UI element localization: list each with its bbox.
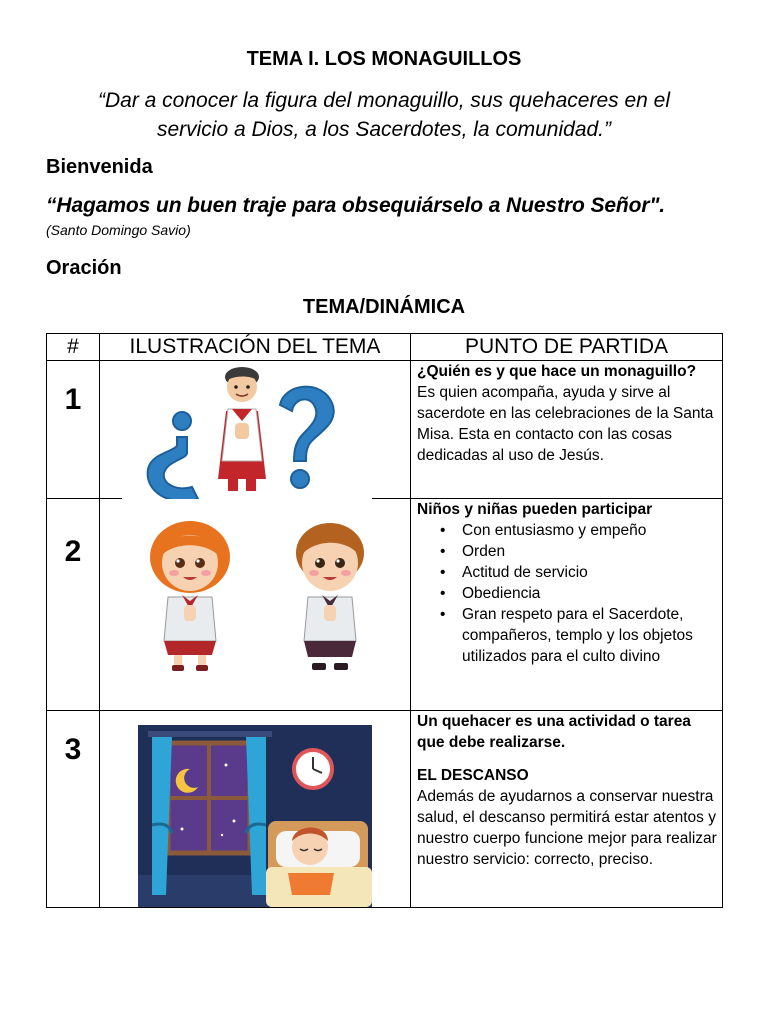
- girl-and-boy-altar-servers-icon: [140, 517, 380, 677]
- starting-point-cell: [411, 711, 723, 908]
- illustration-cell: [100, 499, 411, 711]
- saint-quote: “Hagamos un buen traje para obsequiárselo a Nuestro Señor".: [46, 194, 666, 217]
- altar-boy-question-marks-icon: [122, 361, 372, 499]
- list-item: • Con entusiasmo y empeño: [462, 520, 718, 541]
- list-item: • Orden: [462, 541, 718, 562]
- table-row: [47, 499, 723, 711]
- starting-point-cell: [411, 499, 723, 711]
- header-starting-point: PUNTO DE PARTIDA: [411, 334, 723, 361]
- participation-list: [417, 520, 718, 667]
- table-row: [47, 711, 723, 908]
- rest-body: Además de ayudarnos a conservar nuestra salud, el descanso permitirá estar atentos y nuestro cuerpo funcione mejor para realizar nuestro servicio: correcto, preciso.: [417, 788, 717, 868]
- header-illustration: ILUSTRACIÓN DEL TEMA: [100, 334, 411, 361]
- list-item: • Actitud de servicio: [462, 562, 718, 583]
- list-item: • Gran respeto para el Sacerdote, compañeros, templo y los objetos utilizados para el culto divino: [462, 604, 718, 667]
- header-number: #: [47, 334, 100, 361]
- lead-text: Es quien acompaña, ayuda y sirve al sacerdote en las celebraciones de la Santa Misa. Esta en contacto con las cosas dedicadas al uso de Jesús.: [417, 384, 714, 464]
- lead-bold: Un quehacer es una actividad o tarea que debe realizarse.: [417, 713, 691, 751]
- intro-quote: “Dar a conocer la figura del monaguillo, sus quehaceres en el servicio a Dios, a los Sacerdotes, la comunidad.”: [98, 89, 670, 141]
- list-item: • Obediencia: [462, 583, 718, 604]
- row-number: 3: [64, 733, 82, 766]
- oracion-heading: Oración: [46, 257, 122, 279]
- tema-table: [46, 333, 723, 908]
- starting-point-cell: [411, 361, 723, 499]
- illustration-cell: [100, 711, 411, 908]
- rest-subheading: EL DESCANSO: [417, 767, 529, 784]
- document-title: TEMA I. LOS MONAGUILLOS: [246, 48, 522, 70]
- section-title: TEMA/DINÁMICA: [302, 296, 466, 318]
- row-number: 2: [64, 535, 82, 568]
- table-header-row: [47, 334, 723, 361]
- child-sleeping-bedroom-icon: [138, 725, 372, 907]
- table-row: [47, 361, 723, 499]
- lead-bold: Niños y niñas pueden participar: [417, 501, 653, 518]
- lead-bold: ¿Quién es y que hace un monaguillo?: [417, 363, 697, 380]
- illustration-cell: [100, 361, 411, 499]
- quote-author: (Santo Domingo Savio): [46, 222, 191, 238]
- bienvenida-heading: Bienvenida: [46, 156, 153, 178]
- row-number: 1: [64, 383, 82, 416]
